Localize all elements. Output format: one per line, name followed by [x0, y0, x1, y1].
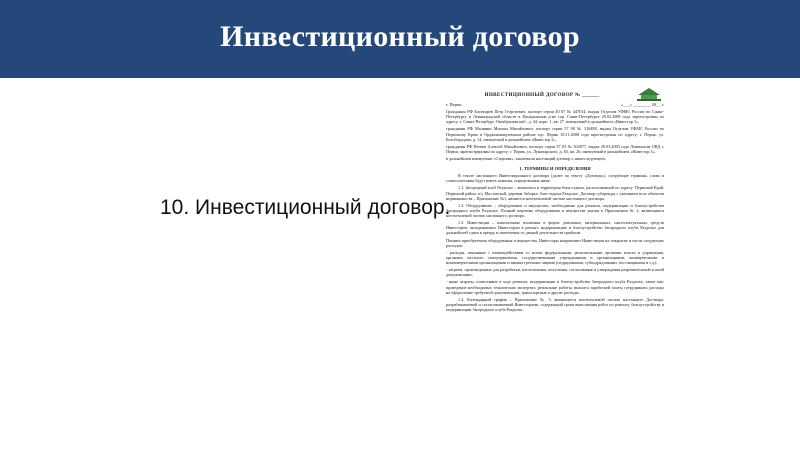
document-paragraph: - расходы, связанные с взаимодействием со всеми федеральными, региональными органами власти и управления, органами местного самоуправления, государственными учреждениями и организациями, коммерческими и некоммерческими организациями и иными третьими лицами (подрядчиками, субподрядчиками, поставщиками и т.д.); — [446, 249, 664, 265]
document-intro-paragraph: Гражданин РФ Богатырёв Петр Георгиевич, паспорт серии 40 07 № 447014, выдан Отделом УФМС России по Санкт-Петербургу и Ленинградской области в Центральном р-не гор. Санкт-Петербурга 29.02.2008 года зарегистрован по адресу: г. Санкт-Петербург, Октябрьская наб., д. 44, корп. 1, кв. 2*, именуемый в дальнейшем «Инвестор 1», — [446, 109, 664, 125]
document-paragraph: - иные затраты, понесенные в ходе ремонта, модернизации и благоустройства Загородного клуба Раздолье, такие как: проведение необходимых технических экспертиз; ремонтные работы; выплата заработной платы сотрудникам; расходы на оформление требуемой документации; транспортные и другие расходы. — [446, 279, 664, 295]
document-date: «___» ________ 20__ г. — [620, 102, 664, 107]
document-intro-paragraph: гражданин РФ Нечаев Алексей Михайлович, паспорт серии 57 03 № 302877, выдан 28.03.2003 года Ленинским ОВД г. Перми, зарегистрирован по адресу: г. Пермь, ул. Луначарского, д. 65, кв. 26, именуемый в дальнейшем «Инвестор 3», — [446, 143, 664, 154]
document-paragraph: 1.3. Инвестиции – капитальные вложения в форме денежных, материальных, интеллектуальных средств Инвесторов, вкладываемых Инвестором в ремонт, модернизацию и благоустройство Загородного клуба Раздолье для дальнейшей сдачи в аренду и извлечения от данной деятельности прибыли. — [446, 220, 664, 236]
title-bar — [0, 0, 800, 78]
document-paragraph: В тексте настоящего Инвестиционного договора (далее по тексту «Договор»), следующие термины, слова и словосочетания будут иметь понятия, определенные ниже: — [446, 173, 664, 184]
document-section-title: 1. ТЕРМИНЫ И ОПРЕДЕЛЕНИЯ — [519, 166, 591, 172]
document-city-date-row — [446, 102, 664, 107]
slide-caption: 10. Инвестиционный договор. — [160, 196, 451, 219]
document-paragraph: 1.1. Загородный клуб Раздолье – комплекса и территория базы отдыха, расположенной по адресу: Пермский Край, Пермский район, п/у Мостовской, деревня Заборье, база отдыха Раздолье. Договор субаренды с указанием всех объектов недвижимости – Приложение №1, являются неотъемлемой частью настоящего договора. — [446, 185, 664, 201]
document-paragraph: - затраты, произведенные для разработки, изготовления, получения, согласования и утверждения разрешительной и иной документации; — [446, 267, 664, 278]
document-paragraph: Помимо приобретения оборудования и имущества, Инвесторы направляют Инвестиции на покрытие и части следующих расходов: — [446, 237, 664, 248]
document-paragraph: 1.2. Оборудование – оборудование и имущество, необходимые для ремонта, модернизации и благоустройства Загородного клуба Раздолье. Полный перечень оборудования и имущества указан в Приложении № 2, являющемся неотъемлемой частью настоящего договора. — [446, 202, 664, 218]
document-city: г. Пермь — [446, 102, 462, 107]
document-intro-paragraph: в дальнейшем именуемые «Стороны», заключили настоящий договор о нижеследующем: — [446, 156, 606, 161]
document-intro-paragraph: гражданин РФ Малинин Михаил Михайлович, паспорт серии 57 08 № 316488, выдан Отделом УФМС России по Пермскому Краю в Орджоникидзевском районе гор. Пермь 18.11.2008 года зарегистрован по адресу: г. Пермь, ул. Белобородова, д. 14, именуемый в дальнейшем «Инвестор 2», — [446, 126, 664, 142]
document-heading: ИНВЕСТИЦИОННЫЙ ДОГОВОР № ______ — [484, 92, 600, 98]
document-image — [446, 86, 664, 450]
slide-title: Инвестиционный договор — [220, 20, 580, 53]
logo-icon — [634, 86, 664, 102]
document-paragraph: 1.4. Календарный график – Приложение № 3, являющееся неотъемлемой частью настоящего Договора, разрабатываемый и согласовываемый Инвесторами, содержащий сроки выполнения работ по ремонту, благоустройству и модернизации Загородного клуба Раздолье. — [446, 296, 664, 312]
